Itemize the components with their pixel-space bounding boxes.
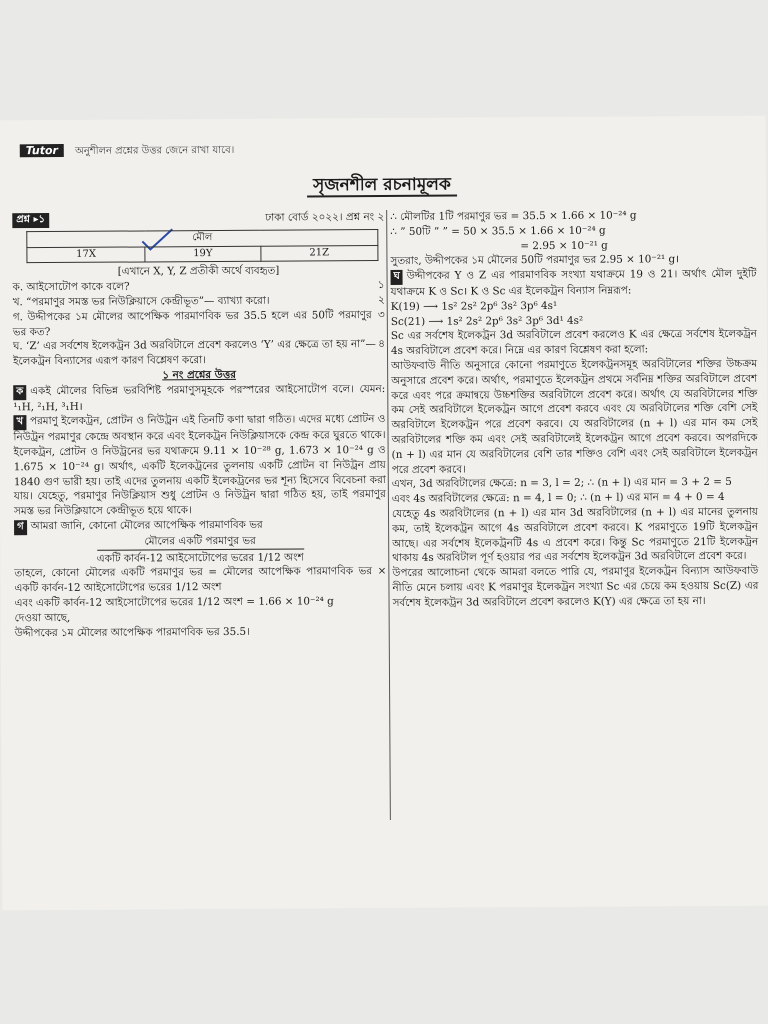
question-badge: প্রশ্ন ▸১	[12, 213, 49, 228]
top-bar	[0, 140, 766, 161]
formula-fraction	[14, 533, 386, 567]
answer-ga-line: দেওয়া আছে,	[14, 611, 71, 624]
fraction-numerator: মৌলের একটি পরমাণুর ভর	[144, 534, 256, 548]
fraction-denominator: একটি কার্বন-12 আইসোটোপের ভরের 1/12 অংশ	[97, 548, 304, 566]
answer-ga-line: তাহলে, কোনো মৌলের একটি পরমাণুর ভর = মৌলের আপেক্ষিক পারমাণবিক ভর × একটি কার্বন-12 আইসোটোপের ভরের 1/12 অংশ	[14, 565, 387, 595]
table-cell: 17X	[27, 247, 145, 264]
electron-config-k: K(19) ⟶ 1s² 2s² 2p⁶ 3s² 3p⁶ 4s¹	[390, 299, 558, 313]
answer-ga: গ আমরা জানি, কোনো মৌলের আপেক্ষিক পারমাণবিক ভর	[14, 517, 386, 535]
answer-gha: ঘ উদ্দীপকের Y ও Z এর পারমাণবিক সংখ্যা যথাক্রমে 19 ও 21। অর্থাৎ মৌল দুইটি যথাক্রমে K ও Sc। K ও Sc এর ইলেকট্রন বিন্যাস নিম্নরূপ:	[390, 267, 757, 298]
answer-ka: ক একই মৌলের বিভিন্ন ভরবিশিষ্ট পরমাণুসমূহকে পরস্পরের আইসোটোপ বলে। যেমন: ¹₁H, ²₁H, ³₁H।	[13, 382, 386, 413]
left-column	[12, 210, 387, 641]
page	[0, 116, 768, 911]
answer-gha-text: যেহেতু 4s অরবিটালের (n + l) এর মান 3d অরবিটালের (n + l) এর মানের তুলনায় কম, তাই ইলেকট্রন আগে 4s অরবিটালে প্রবেশ করবে। K পরমাণুতে 19টি ইলেকট্রন আছে। এর সর্বশেষ ইলেকট্রনটি 4s এ প্রবেশ করে। কিন্তু Sc পরমাণুতে 21টি ইলেকট্রন থাকায় 4s অরবিটাল পূর্ণ হওয়ার পর এর সর্বশেষ ইলেকট্রন 3d অরবিটালে প্রবেশ করে।	[391, 505, 759, 565]
calc-conclusion: সুতরাং, উদ্দীপকের ১ম মৌলের 50টি পরমাণুর ভর 2.95 × 10⁻²¹ g।	[390, 253, 680, 268]
calc-line: = 2.95 × 10⁻²¹ g	[520, 239, 608, 252]
answer-heading: ১ নং প্রশ্নের উত্তর	[162, 368, 237, 382]
question-item: ক. আইসোটোপ কাকে বলে? ১	[12, 279, 385, 294]
question-item: গ. উদ্দীপকের ১ম মৌলের আপেক্ষিক পারমাণবিক ভর 35.5 হলে এর 50টি পরমাণুর ভর কত? ৩	[12, 308, 385, 338]
electron-config-sc: Sc(21) ⟶ 1s² 2s² 2p⁶ 3s² 3p⁶ 3d¹ 4s²	[390, 314, 584, 328]
answer-gha-text: Sc এর সর্বশেষ ইলেকট্রন 3d অরবিটালে প্রবেশ করলেও K এর ক্ষেত্রে সর্বশেষ ইলেকট্রন 4s অরবিটালে প্রবেশ করে। নিম্নে এর কারণ বিশ্লেষণ করা হলো:	[390, 328, 757, 358]
question-item: ঘ. ‘Z’ এর সর্বশেষ ইলেকট্রন 3d অরবিটালে প্রবেশ করলেও ‘Y’ এর ক্ষেত্রে তা হয় না”— ইলেকট্রন বিন্যাসের এরূপ কারণ বিশ্লেষণ করো। ৪	[12, 338, 386, 368]
element-table	[26, 229, 378, 264]
table-note: [এখানে X, Y, Z প্রতীকী অর্থে ব্যবহৃত]	[117, 265, 280, 279]
question-header	[12, 210, 384, 228]
answer-kha: খ পরমাণু ইলেকট্রন, প্রোটন ও নিউট্রন এই তিনটি কণা দ্বারা গঠিত। এদের মধ্যে প্রোটন ও নিউট্রন পরমাণুর কেন্দ্রে অবস্থান করে এবং ইলেকট্রন নিউক্লিয়াসকে কেন্দ্র করে ঘুরতে থাকে। ইলেকট্রন, প্রোটন ও নিউট্রনের ভর যথাক্রমে 9.11 × 10⁻²⁸ g, 1.673 × 10⁻²⁴ g ও 1.675 × 10⁻²⁴ g। অর্থাৎ, একটি ইলেকট্রনের তুলনায় একটি প্রোটন বা নিউট্রন প্রায় 1840 গুণ ভারী হয়। তাই এদের তুলনায় একটি ইলেকট্রনের ভর শূন্য হিসেবে বিবেচনা করা যায়। যেহেতু, পরমাণুর নিউক্লিয়াস শুধু প্রোটন ও নিউট্রন দ্বারা গঠিত হয়, তাই পরমাণুর সমস্ত ভর নিউক্লিয়াসে কেন্দ্রীভূত হয়ে থাকে।	[13, 413, 386, 518]
right-column	[390, 208, 758, 611]
board-reference: ঢাকা বোর্ড ২০২২। প্রশ্ন নং ২	[265, 210, 385, 224]
table-cell: 19Y	[145, 246, 260, 263]
table-cell: 21Z	[260, 245, 377, 262]
top-note: অনুশীলন প্রশ্নের উত্তর জেনে রাখা যাবে।	[75, 144, 235, 157]
answer-gha-text: এখন, 3d অরবিটালের ক্ষেত্রে: n = 3, l = 2; ∴ (n + l) এর মান = 3 + 2 = 5	[391, 476, 732, 491]
table-header: মৌল	[27, 229, 378, 247]
answer-ga-line: উদ্দীপকের ১ম মৌলের আপেক্ষিক পারমাণবিক ভর 35.5।	[14, 625, 250, 639]
answer-gha-text: এবং 4s অরবিটালের ক্ষেত্রে: n = 4, l = 0; ∴ (n + l) এর মান = 4 + 0 = 4	[391, 491, 725, 506]
publisher-logo: Tutor	[20, 144, 64, 157]
question-item: খ. “পরমাণুর সমস্ত ভর নিউক্লিয়াসে কেন্দ্রীভূত”— ব্যাখ্যা করো। ২	[12, 293, 385, 309]
page-title: সৃজনশীল রচনামূলক	[0, 170, 766, 203]
calc-line: ∴ মৌলটির 1টি পরমাণুর ভর = 35.5 × 1.66 × 10⁻²⁴ g	[390, 209, 637, 223]
calc-line: ∴ ” 50টি ” ” = 50 × 35.5 × 1.66 × 10⁻²⁴ g	[390, 224, 606, 238]
answer-ga-line: এবং একটি কার্বন-12 আইসোটোপের ভরের 1/12 অংশ = 1.66 × 10⁻²⁴ g	[14, 595, 334, 610]
answer-gha-text: উপরের আলোচনা থেকে আমরা বলতে পারি যে, পরমাণুর ইলেকট্রন বিন্যাস আউফবাউ নীতি মেনে চলায় এবং K পরমাণুর ইলেকট্রন সংখ্যা Sc এর চেয়ে কম হওয়ায় Sc(Z) এর সর্বশেষ ইলেকট্রন 3d অরবিটালে প্রবেশ করলেও K(Y) এর ক্ষেত্রে তা হয় না।	[392, 564, 759, 609]
answer-gha-text: আউফবাউ নীতি অনুসারে কোনো পরমাণুতে ইলেকট্রনসমূহ অরবিটালের শক্তির উচ্চক্রম অনুসারে প্রবেশ করে। অর্থাৎ, পরমাণুতে ইলেকট্রন প্রথমে সর্বনিম্ন শক্তির অরবিটালে প্রবেশ করে এবং পরে ক্রমান্বয়ে উচ্চশক্তির অরবিটালে প্রবেশ করে। অর্থাৎ যে অরবিটালের শক্তি কম সেই অরবিটালে ইলেকট্রন আগে প্রবেশ করবে এবং যে অরবিটালের শক্তি বেশি সেই অরবিটালে ইলেকট্রন পরে প্রবেশ করবে। যে অরবিটালের (n + l) এর মান কম সেই অরবিটালের শক্তি কম এবং সেই অরবিটালেই ইলেকট্রন আগে প্রবেশ করবে। অপরদিকে (n + l) এর মান যে অরবিটালের বেশি তার শক্তিও বেশি এবং সেই অরবিটালে ইলেকট্রন পরে প্রবেশ করবে।	[391, 357, 758, 476]
